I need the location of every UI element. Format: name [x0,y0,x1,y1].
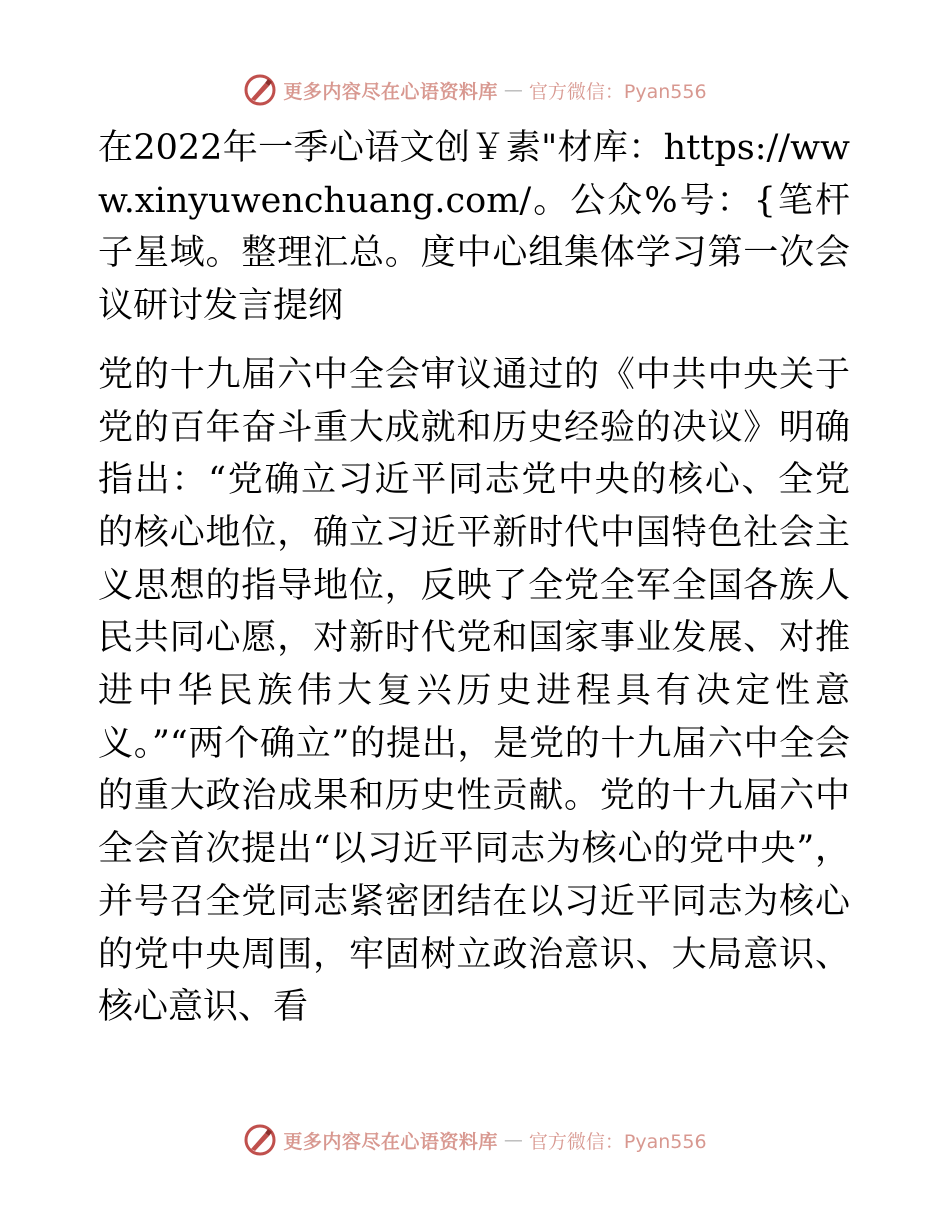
header-banner-separator: — [503,79,523,101]
logo-pen-icon [243,73,277,107]
header-banner-wechat: 官方微信：Pyan556 [528,80,707,103]
header-banner-text: 更多内容尽在心语资料库 [283,80,498,103]
footer-banner-wechat: 官方微信：Pyan556 [528,1130,707,1153]
document-title: 在2022年一季心语文创￥素"材库：https://www.xinyuwenchuang.com/。公众%号：{笔杆子星域。整理汇总。度中心组集体学习第一次会议研讨发言提纲 [98,128,850,327]
footer-banner-text: 更多内容尽在心语资料库 [283,1130,498,1153]
document-content [98,122,850,1034]
footer-banner-separator: — [503,1129,523,1151]
logo-pen-icon [243,1123,277,1157]
document-body: 党的十九届六中全会审议通过的《中共中央关于党的百年奋斗重大成就和历史经验的决议》明确指出：“党确立习近平同志党中央的核心、全党的核心地位，确立习近平新时代中国特色社会主义思想的指导地位，反映了全党全军全国各族人民共同心愿，对新时代党和国家事业发展、对推进中华民族伟大复兴历史进程具有决定性意义。”“两个确立”的提出，是党的十九届六中全会的重大政治成果和历史性贡献。党的十九届六中全会首次提出“以习近平同志为核心的党中央”，并号召全党同志紧密团结在以习近平同志为核心的党中央周围，牢固树立政治意识、大局意识、核心意识、看 [98,354,850,1028]
footer-banner [0,1122,950,1158]
header-banner [0,72,950,108]
